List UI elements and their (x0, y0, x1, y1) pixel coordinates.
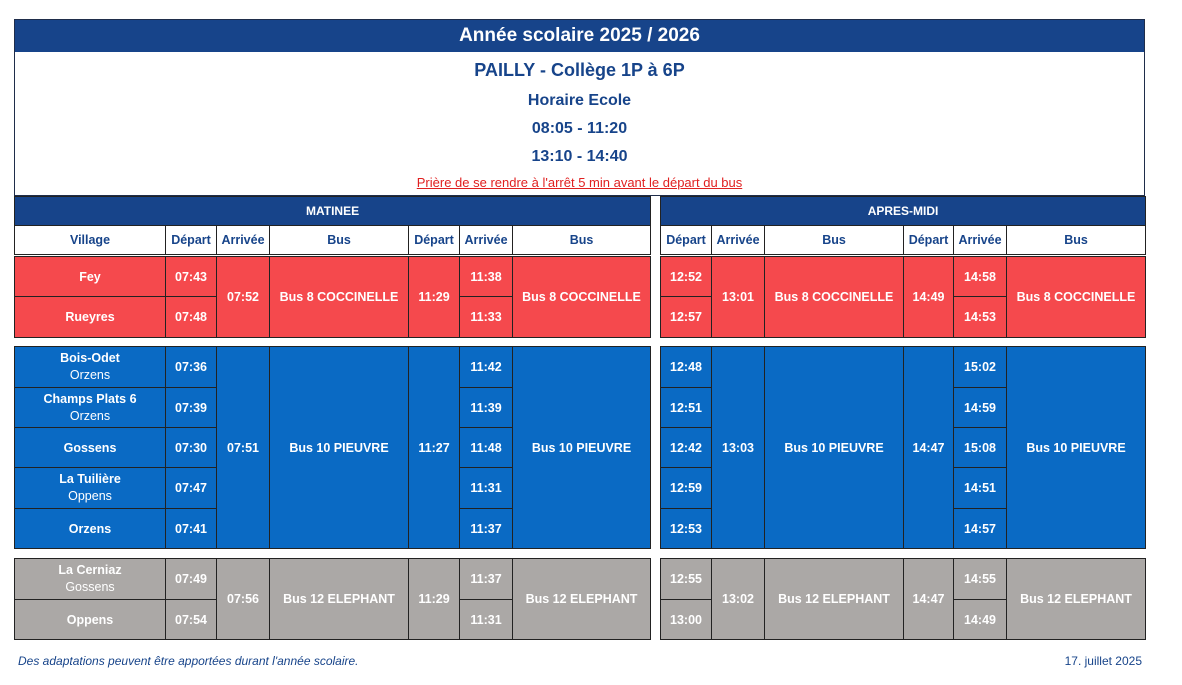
apres-midi-header-table (660, 196, 1146, 255)
depart-time: 12:57 (661, 297, 712, 338)
depart-time: 12:53 (661, 509, 712, 549)
footer-date: 17. juillet 2025 (1064, 654, 1142, 668)
depart-time: 14:47 (904, 559, 954, 640)
col-arrivee: Arrivée (712, 226, 765, 255)
table-row (15, 559, 651, 600)
arrivee-time: 13:01 (712, 257, 765, 338)
depart-time: 07:47 (166, 468, 217, 509)
section-matinee: MATINEE (15, 197, 651, 226)
elephant-morning-table (14, 558, 651, 640)
col-arrivee: Arrivée (460, 226, 513, 255)
arrivee-time: 13:03 (712, 347, 765, 549)
arrivee-time: 14:57 (954, 509, 1007, 549)
arrivee-time: 14:53 (954, 297, 1007, 338)
village-cell (15, 388, 166, 428)
horaire-label: Horaire Ecole (527, 92, 632, 109)
pieuvre-morning-table (14, 346, 651, 549)
depart-time: 12:59 (661, 468, 712, 509)
depart-time: 11:29 (409, 257, 460, 338)
table-row (15, 257, 651, 297)
pieuvre-afternoon-table (660, 346, 1146, 549)
arrivee-time: 07:52 (217, 257, 270, 338)
depart-time: 12:52 (661, 257, 712, 297)
arrivee-time: 11:48 (460, 428, 513, 468)
col-depart: Départ (904, 226, 954, 255)
depart-time: 07:48 (166, 297, 217, 338)
bus-name: Bus 12 ELEPHANT (765, 559, 904, 640)
depart-time: 14:47 (904, 347, 954, 549)
arrivee-time: 11:39 (460, 388, 513, 428)
depart-time: 12:48 (661, 347, 712, 388)
arrivee-time: 15:08 (954, 428, 1007, 468)
depart-time: 11:27 (409, 347, 460, 549)
arrivee-time: 14:55 (954, 559, 1007, 600)
bus-name: Bus 10 PIEUVRE (1007, 347, 1146, 549)
arrivee-time: 14:59 (954, 388, 1007, 428)
col-arrivee: Arrivée (217, 226, 270, 255)
bus-name: Bus 12 ELEPHANT (270, 559, 409, 640)
schedule-header (14, 19, 1145, 196)
arrivee-time: 11:37 (460, 559, 513, 600)
depart-time: 14:49 (904, 257, 954, 338)
bus-name: Bus 12 ELEPHANT (513, 559, 651, 640)
arrivee-time: 13:02 (712, 559, 765, 640)
depart-time: 12:42 (661, 428, 712, 468)
village-cell (15, 468, 166, 509)
village-sub: Gossens (65, 580, 115, 594)
village-cell (15, 559, 166, 600)
arrivee-time: 14:58 (954, 257, 1007, 297)
col-depart: Départ (661, 226, 712, 255)
table-row (661, 257, 1146, 297)
village-name: La Tuilière (59, 472, 121, 486)
depart-time: 11:29 (409, 559, 460, 640)
col-bus: Bus (513, 226, 651, 255)
bus-name: Bus 10 PIEUVRE (765, 347, 904, 549)
footer-note: Des adaptations peuvent être apportées durant l'année scolaire. (18, 654, 359, 668)
col-bus: Bus (1007, 226, 1146, 255)
arrivee-time: 11:37 (460, 509, 513, 549)
horaire-afternoon: 13:10 - 14:40 (531, 148, 628, 165)
bus-name: Bus 12 ELEPHANT (1007, 559, 1146, 640)
village-sub: Oppens (68, 489, 112, 503)
notice-text: Prière de se rendre à l'arrêt 5 min avant le départ du bus (416, 175, 743, 190)
depart-time: 12:55 (661, 559, 712, 600)
col-depart: Départ (409, 226, 460, 255)
elephant-afternoon-table (660, 558, 1146, 640)
village-name: La Cerniaz (58, 563, 122, 577)
depart-time: 07:30 (166, 428, 217, 468)
school-year-title: Année scolaire 2025 / 2026 (15, 20, 1144, 52)
table-row (15, 347, 651, 388)
bus-name: Bus 10 PIEUVRE (270, 347, 409, 549)
bus-name: Bus 10 PIEUVRE (513, 347, 651, 549)
village-name: Champs Plats 6 (43, 391, 137, 406)
arrivee-time: 15:02 (954, 347, 1007, 388)
coccinelle-afternoon-table (660, 256, 1146, 338)
arrivee-time: 07:51 (217, 347, 270, 549)
table-row (661, 347, 1146, 388)
arrivee-time: 11:42 (460, 347, 513, 388)
arrivee-time: 11:38 (460, 257, 513, 297)
col-bus: Bus (765, 226, 904, 255)
col-arrivee: Arrivée (954, 226, 1007, 255)
arrivee-time: 14:49 (954, 600, 1007, 640)
depart-time: 07:39 (166, 388, 217, 428)
village-name: Fey (15, 257, 166, 297)
village-name: Gossens (15, 428, 166, 468)
bus-name: Bus 8 COCCINELLE (513, 257, 651, 338)
bus-name: Bus 8 COCCINELLE (270, 257, 409, 338)
arrivee-time: 11:31 (460, 600, 513, 640)
village-name: Orzens (15, 509, 166, 549)
depart-time: 13:00 (661, 600, 712, 640)
village-name: Rueyres (15, 297, 166, 338)
arrivee-time: 14:51 (954, 468, 1007, 509)
col-bus: Bus (270, 226, 409, 255)
horaire-morning: 08:05 - 11:20 (531, 120, 628, 137)
table-row (661, 559, 1146, 600)
village-sub: Orzens (69, 408, 111, 423)
depart-time: 07:54 (166, 600, 217, 640)
school-name: PAILLY - Collège 1P à 6P (474, 60, 685, 80)
bus-name: Bus 8 COCCINELLE (765, 257, 904, 338)
bus-name: Bus 8 COCCINELLE (1007, 257, 1146, 338)
depart-time: 07:41 (166, 509, 217, 549)
depart-time: 12:51 (661, 388, 712, 428)
village-cell (15, 347, 166, 388)
coccinelle-morning-table (14, 256, 651, 338)
arrivee-time: 07:56 (217, 559, 270, 640)
depart-time: 07:36 (166, 347, 217, 388)
depart-time: 07:43 (166, 257, 217, 297)
section-apres-midi: APRES-MIDI (661, 197, 1146, 226)
col-depart: Départ (166, 226, 217, 255)
village-sub: Orzens (69, 368, 111, 382)
arrivee-time: 11:31 (460, 468, 513, 509)
village-name: Oppens (15, 600, 166, 640)
village-name: Bois-Odet (60, 351, 120, 365)
col-village: Village (15, 226, 166, 255)
arrivee-time: 11:33 (460, 297, 513, 338)
matinee-header-table (14, 196, 651, 255)
depart-time: 07:49 (166, 559, 217, 600)
